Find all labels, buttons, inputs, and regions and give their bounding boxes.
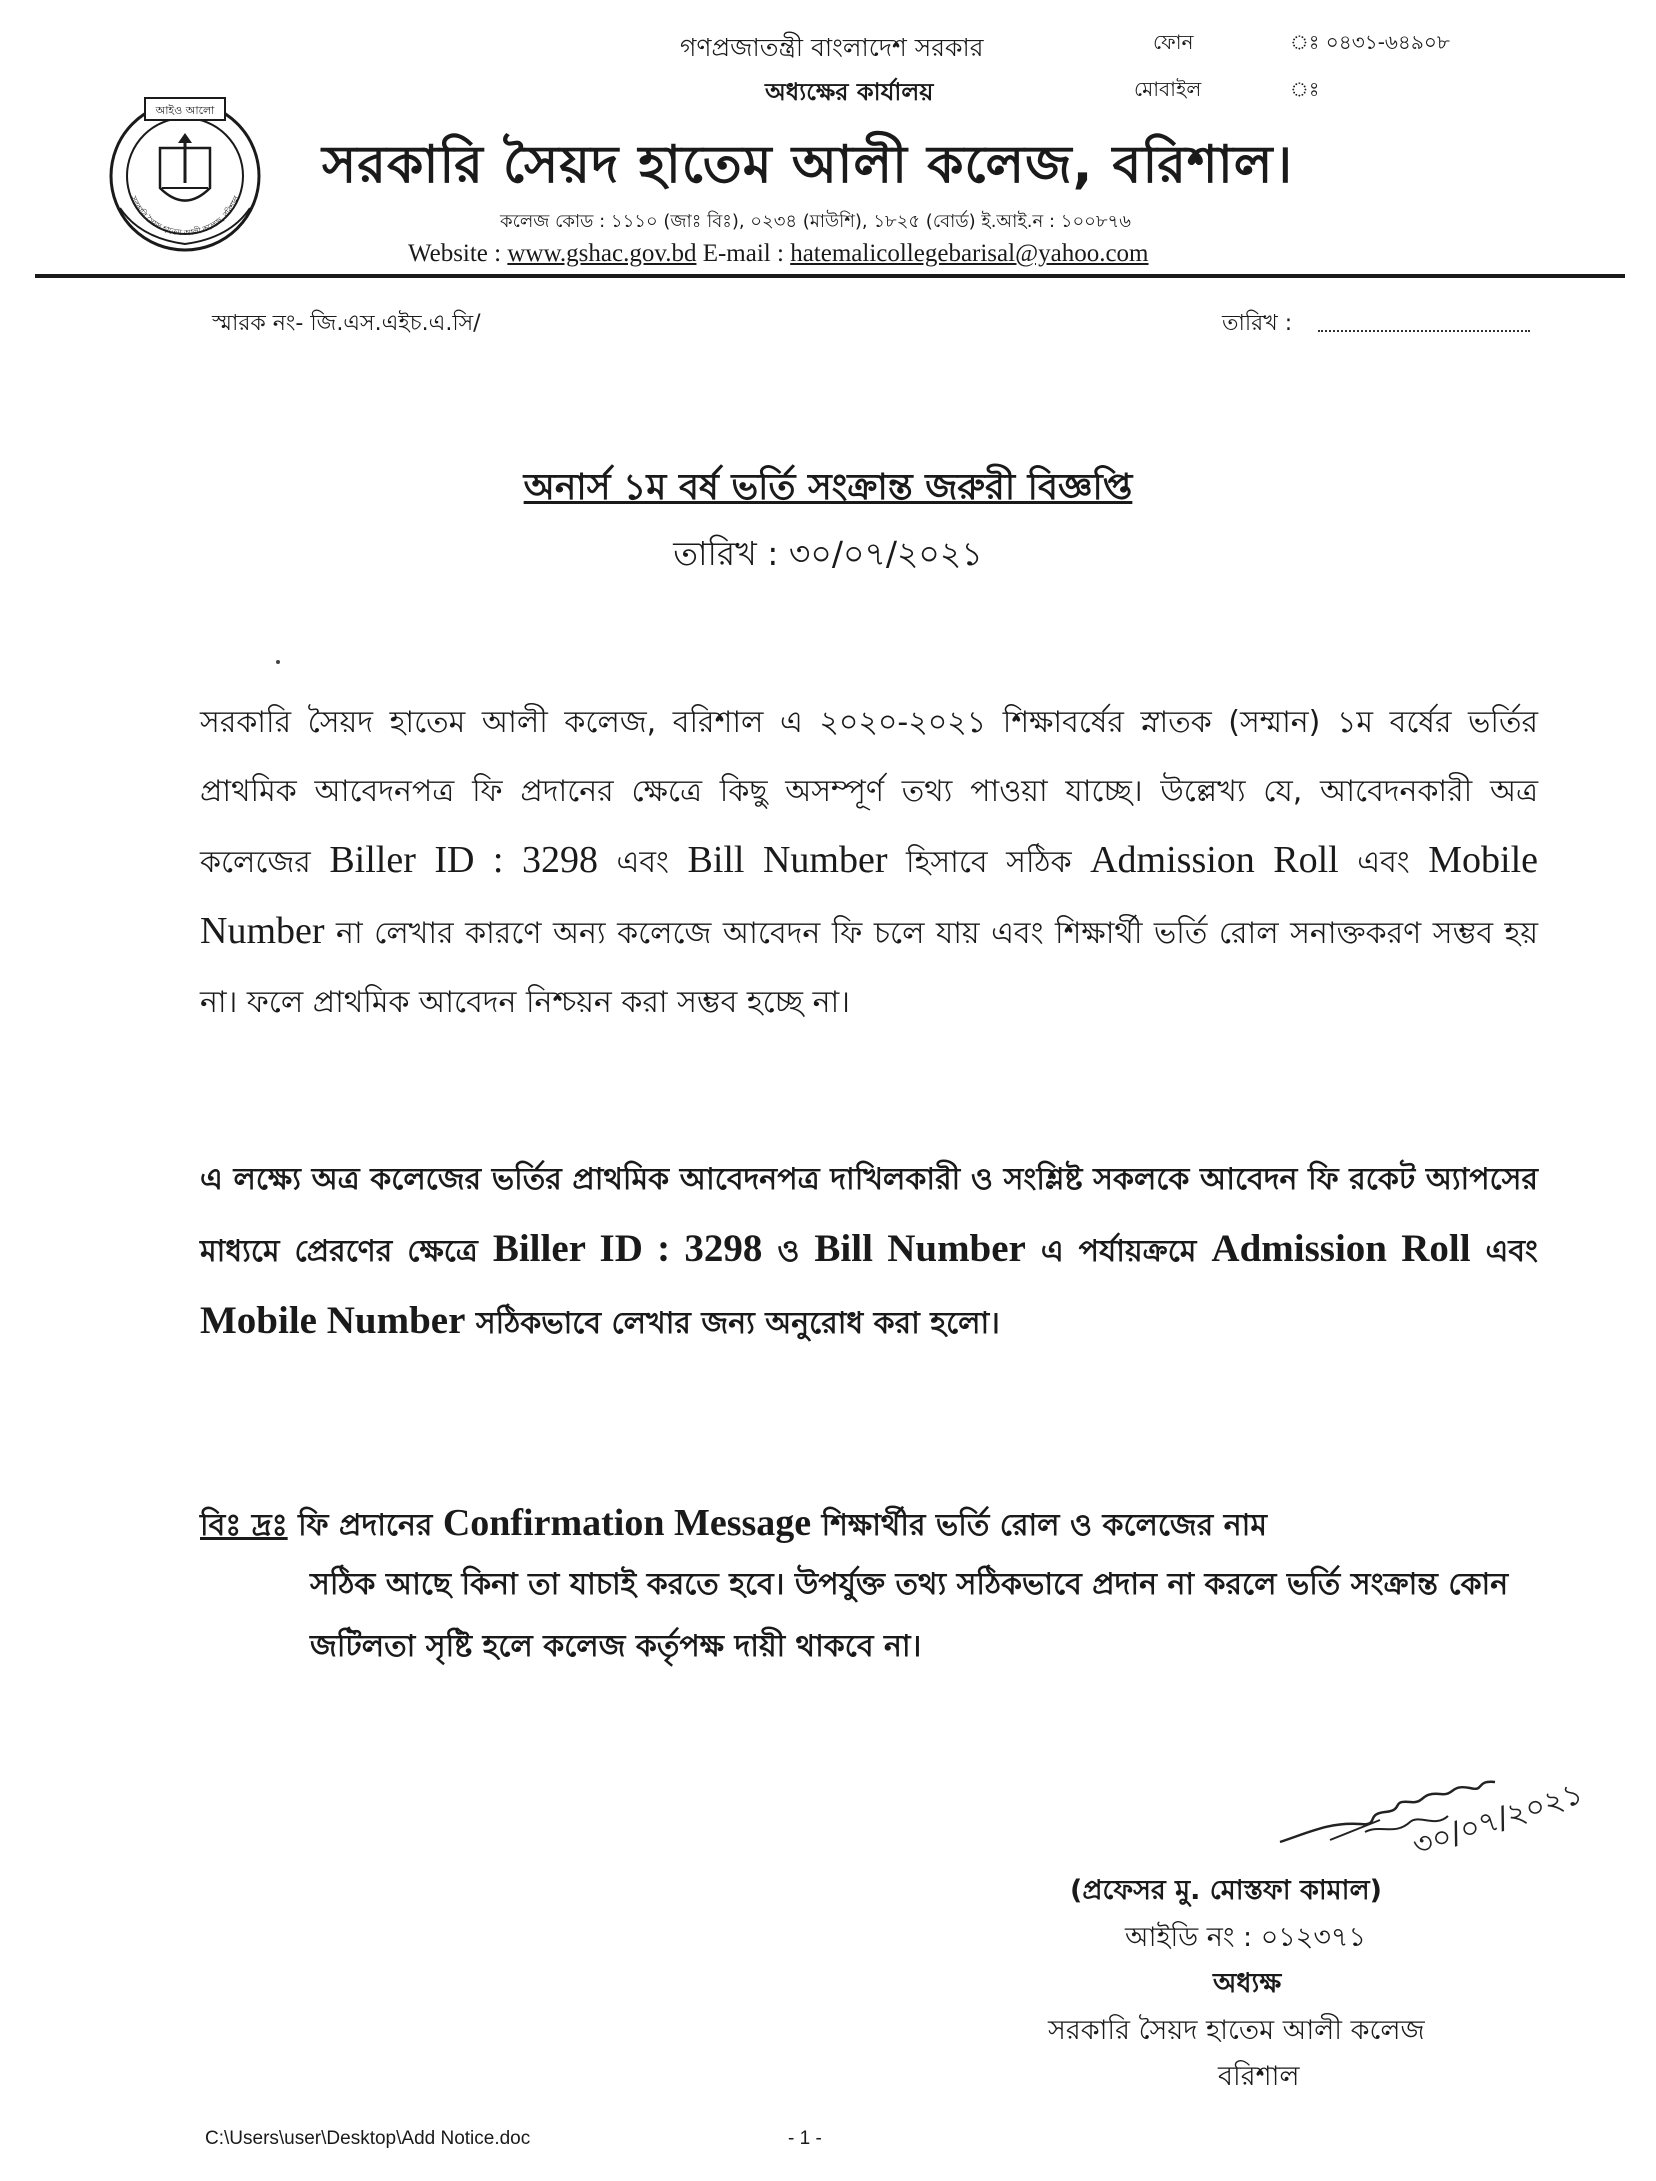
paragraph1-text-c: এবং [597, 845, 688, 880]
logo-ring-text: সরকারি সৈয়দ হাতেম আলী কলেজ, বরিশাল [128, 194, 242, 238]
logo-motto: আইও আলো [155, 104, 215, 117]
note-first-line [200, 1492, 1540, 1557]
admission-roll-text: Admission Roll [1090, 839, 1339, 881]
signatory-name: (প্রফেসর মু. মোস্তফা কামাল) [1070, 1875, 1382, 1906]
government-heading: গণপ্রজাতন্ত্রী বাংলাদেশ সরকার [680, 33, 984, 62]
handwritten-signature-icon [1270, 1762, 1600, 1882]
website-label: Website : [408, 240, 508, 267]
memo-reference: স্মারক নং- জি.এস.এইচ.এ.সি/ [212, 311, 481, 336]
note-text-c: শিক্ষার্থীর ভর্তি রোল ও কলেজের নাম [811, 1508, 1267, 1543]
signatory-id: আইডি নং : ০১২৩৭১ [1125, 1922, 1366, 1953]
phone-number: ঃ ০৪৩১-৬৪৯০৮ [1290, 30, 1450, 54]
note-label: বিঃ দ্রঃ [200, 1508, 288, 1543]
footer-page-number: - 1 - [788, 2128, 822, 2149]
notice-title-text: অনার্স ১ম বর্ষ ভর্তি সংক্রান্ত জরুরী বিজ্ঞপ্তি [523, 467, 1133, 508]
paragraph1-text-g: এবং [1338, 845, 1429, 880]
mobile-label: মোবাইল [1134, 77, 1202, 101]
note-text-a: ফি প্রদানের [287, 1508, 443, 1543]
confirmation-message-text: Confirmation Message [442, 1502, 812, 1544]
paragraph2-text-g: এবং [1470, 1234, 1538, 1269]
admission-roll-text-bold: Admission Roll [1211, 1227, 1471, 1270]
biller-id-text-bold: Biller ID : 3298 [492, 1227, 763, 1270]
note-continuation: সঠিক আছে কিনা তা যাচাই করতে হবে। উপর্যুক্ত তথ্য সঠিকভাবে প্রদান না করলে ভর্তি সংক্রান্ত কোন জটিলতা সৃষ্টি হলে কলেজ কর্তৃপক্ষ দায়ী থাকবে না। [310, 1567, 1509, 1664]
phone-label: ফোন [1153, 30, 1194, 54]
paragraph1-text-e: হিসাবে সঠিক [887, 845, 1091, 880]
college-codes: কলেজ কোড : ১১১০ (জাঃ বিঃ), ০২৩৪ (মাউশি), ১৮২৫ (বোর্ড) ই.আই.ন : ১০০৮৭৬ [500, 211, 1131, 232]
email-label: E-mail : [696, 240, 791, 267]
footer-file-path: C:\Users\user\Desktop\Add Notice.doc [205, 2128, 531, 2149]
signatory-city: বরিশাল [1218, 2061, 1300, 2092]
website-link[interactable]: www.gshac.gov.bd [507, 240, 697, 267]
memo-date-label: তারিখ : [1222, 311, 1293, 336]
paragraph1-text-i: না লেখার কারণে অন্য কলেজে আবেদন ফি চলে যায় এবং শিক্ষার্থী ভর্তি রোল সনাক্তকরণ সম্ভব হয় না। ফলে প্রাথমিক আবেদন নিশ্চয়ন করা সম্ভব হচ্ছে না। [200, 916, 1538, 1020]
mobile-number-text-bold: Mobile Number [200, 1299, 466, 1342]
header-divider [35, 274, 1625, 278]
bill-number-text: Bill Number [687, 839, 888, 881]
college-logo-icon [100, 88, 270, 258]
notice-date: তারিখ : ৩০/০৭/২০২১ [673, 534, 983, 573]
notice-paragraph-1 [200, 688, 1538, 1037]
notice-paragraph-2 [200, 1145, 1538, 1358]
bill-number-text-bold: Bill Number [814, 1227, 1026, 1270]
memo-date-blank [1318, 308, 1530, 332]
paragraph1-text-a: সরকারি সৈয়দ হাতেম আলী কলেজ, বরিশাল এ ২০২০-২০২১ শিক্ষাবর্ষের স্নাতক (সম্মান) ১ম বর্ষের ভর্তির প্রাথমিক আবেদনপত্র ফি প্রদানের ক্ষেত্রে কিছু অসম্পূর্ণ তথ্য পাওয়া যাচ্ছে। উল্লেখ্য যে, আবেদনকারী অত্র কলেজের [200, 705, 1538, 880]
paragraph2-text-a: এ লক্ষ্যে অত্র কলেজের ভর্তির প্রাথমিক আবেদনপত্র দাখিলকারী ও সংশ্লিষ্ট সকলকে আবেদন ফি রকেট অ্যাপসের মাধ্যমে প্রেরণের ক্ষেত্রে [200, 1162, 1538, 1269]
mobile-number-text: Mobile Number [200, 839, 1538, 952]
scan-speck [276, 660, 280, 664]
notice-title [0, 460, 1656, 520]
paragraph2-text-c: ও [762, 1234, 815, 1269]
signatory-college: সরকারি সৈয়দ হাতেম আলী কলেজ [1048, 2015, 1425, 2046]
office-heading: অধ্যক্ষের কার্যালয় [765, 78, 934, 106]
paragraph2-text-i: সঠিকভাবে লেখার জন্য অনুরোধ করা হলো। [465, 1306, 1000, 1341]
signatory-title: অধ্যক্ষ [1213, 1968, 1282, 1999]
email-link[interactable]: hatemalicollegebarisal@yahoo.com [790, 240, 1149, 267]
college-name: সরকারি সৈয়দ হাতেম আলী কলেজ, বরিশাল। [322, 135, 1294, 195]
handwritten-date: ৩০/০৭/২০২১ [1408, 1776, 1588, 1864]
mobile-number: ঃ [1290, 77, 1320, 101]
contact-web-line [408, 240, 1149, 268]
paragraph2-text-e: এ পর্যায়ক্রমে [1025, 1234, 1212, 1269]
biller-id-text: Biller ID : 3298 [329, 839, 598, 881]
